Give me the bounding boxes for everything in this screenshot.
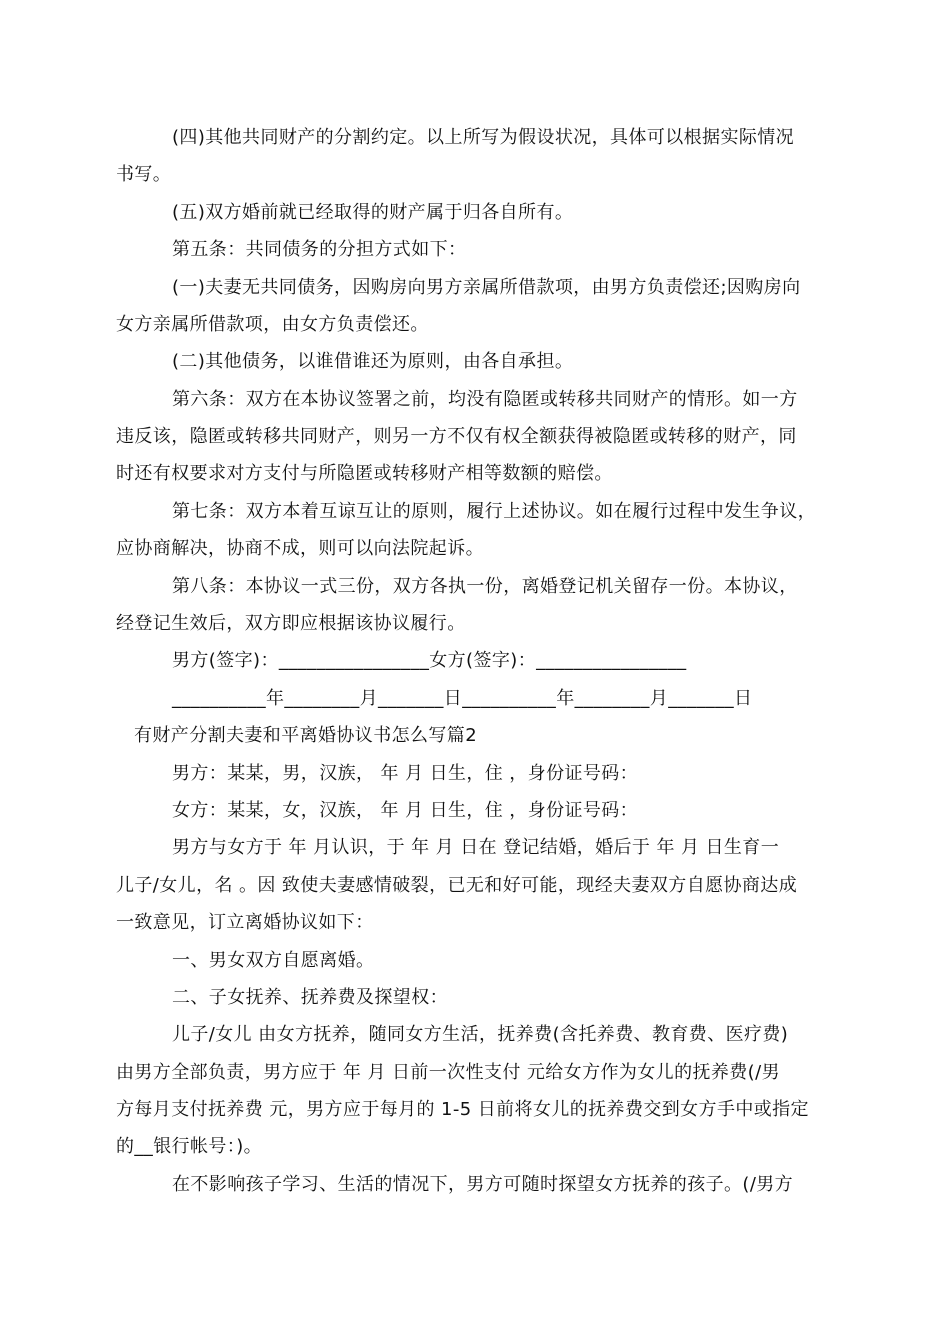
paragraph-line: 女方：某某，女，汉族， 年 月 日生，住 ，身份证号码：	[172, 800, 639, 821]
paragraph-line: 一致意见，订立离婚协议如下：	[116, 912, 374, 933]
paragraph-line: (四)其他共同财产的分割约定。以上所写为假设状况，具体可以根据实际情况	[172, 127, 795, 148]
paragraph-line: 儿子/女儿 由女方抚养，随同女方生活，抚养费(含托养费、教育费、医疗费)	[172, 1024, 789, 1045]
date-line: __________年________月_______日__________年________月_______日	[172, 688, 753, 709]
paragraph-line: 第五条：共同债务的分担方式如下：	[172, 239, 467, 260]
paragraph-line: 儿子/女儿，名 。因 致使夫妻感情破裂，已无和好可能，现经夫妻双方自愿协商达成	[116, 875, 798, 896]
paragraph-line: 第六条：双方在本协议签署之前，均没有隐匿或转移共同财产的情形。如一方	[172, 389, 798, 410]
paragraph-line: 的__银行帐号：)。	[116, 1136, 263, 1157]
paragraph-line: 第七条：双方本着互谅互让的原则，履行上述协议。如在履行过程中发生争议，	[172, 501, 816, 522]
paragraph-line: 在不影响孩子学习、生活的情况下，男方可随时探望女方抚养的孩子。(/男方	[172, 1174, 794, 1195]
paragraph-line: 违反该，隐匿或转移共同财产，则另一方不仅有权全额获得被隐匿或转移的财产，同	[116, 426, 797, 447]
paragraph-line: (一)夫妻无共同债务，因购房向男方亲属所借款项，由男方负责偿还;因购房向	[172, 277, 801, 298]
paragraph-line: 由男方全部负责，男方应于 年 月 日前一次性支付 元给女方作为女儿的抚养费(/男	[116, 1062, 780, 1083]
paragraph-line: 男方：某某，男，汉族， 年 月 日生，住 ，身份证号码：	[172, 763, 639, 784]
paragraph-line: 书写。	[116, 164, 172, 185]
paragraph-line: 男方与女方于 年 月认识，于 年 月 日在 登记结婚，婚后于 年 月 日生育一	[172, 837, 780, 858]
paragraph-line: 经登记生效后，双方即应根据该协议履行。	[116, 613, 466, 634]
signature-line: 男方(签字)：________________女方(签字)：________________	[172, 650, 687, 671]
paragraph-line: 女方亲属所借款项，由女方负责偿还。	[116, 314, 429, 335]
paragraph-line: 时还有权要求对方支付与所隐匿或转移财产相等数额的赔偿。	[116, 463, 613, 484]
paragraph-line: 第八条：本协议一式三份，双方各执一份，离婚登记机关留存一份。本协议，	[172, 576, 798, 597]
paragraph-line: (二)其他债务，以谁借谁还为原则，由各自承担。	[172, 351, 574, 372]
paragraph-line: 一、男女双方自愿离婚。	[172, 950, 375, 971]
paragraph-line: (五)双方婚前就已经取得的财产属于归各自所有。	[172, 202, 574, 223]
paragraph-line: 应协商解决，协商不成，则可以向法院起诉。	[116, 538, 484, 559]
paragraph-line: 方每月支付抚养费 元，男方应于每月的 1-5 日前将女儿的抚养费交到女方手中或指定	[116, 1099, 809, 1120]
section-heading: 有财产分割夫妻和平离婚协议书怎么写篇2	[134, 725, 478, 746]
paragraph-line: 二、子女抚养、抚养费及探望权：	[172, 987, 448, 1008]
